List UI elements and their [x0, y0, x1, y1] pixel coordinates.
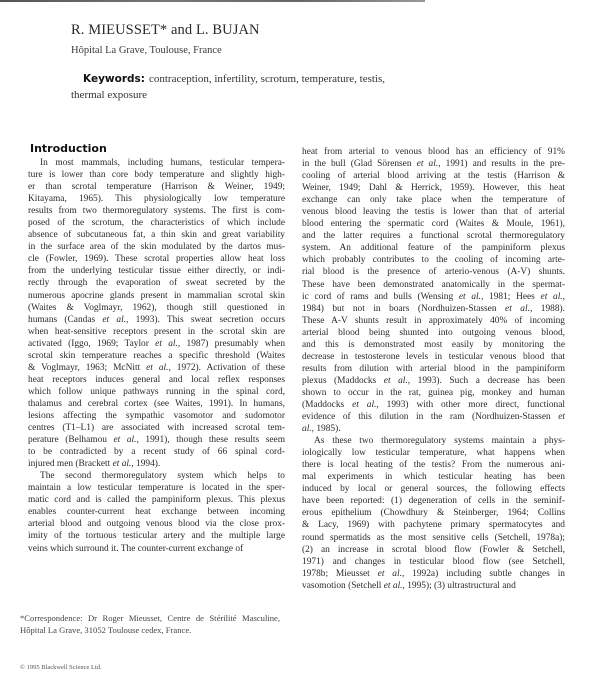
text-line: iologically low testicular temperature, what happens when	[302, 448, 565, 459]
text-line: round spermatids as the most sensitive cells (Setchell, 1978a);	[302, 532, 565, 543]
text-line: perature (Belhamou et al., 1991), though these results seem	[28, 435, 285, 446]
text-line: which follow unique pathways running in the spinal cord,	[28, 386, 285, 397]
text-line: when heat-sensitive receptors present in the scrotal skin are	[28, 326, 285, 337]
text-line: exchange can only take place when the temperature of	[302, 195, 565, 206]
text-line: decrease in testosterone levels in testicular venous blood that	[302, 351, 565, 362]
text-line: venous blood leaving the testis is lower than that of arterial	[302, 207, 565, 218]
paragraph	[302, 435, 565, 592]
section-title: Introduction	[30, 142, 107, 155]
affiliation: Hôpital La Grave, Toulouse, France	[71, 45, 222, 56]
text-line: results from two thermoregulatory systems. The first is com-	[28, 206, 285, 217]
authors: R. MIEUSSET* and L. BUJAN	[71, 22, 260, 38]
keywords	[71, 72, 411, 103]
text-line: there is local heating of the testis? From the numerous ani-	[302, 460, 565, 471]
text-line: rial blood is the presence of arterio-venous (A-V) shunts.	[302, 267, 565, 278]
text-line: and this is demonstrated most easily by monitoring the	[302, 339, 565, 350]
text-line: maintain a low testicular temperature is located in the sper-	[28, 483, 285, 494]
text-line: results from dilution with arterial blood in the pampiniform	[302, 363, 565, 374]
text-line: activated (Iggo, 1969; Taylor et al., 1987) presumably when	[28, 338, 286, 349]
copyright: © 1995 Blackwell Science Ltd.	[20, 664, 102, 671]
text-line: blood entering the spermatic cord (Waites & Moule, 1961),	[302, 219, 565, 230]
text-line: These have been demonstrated anatomically in the spermat-	[302, 279, 565, 290]
text-line: erous epithelium (Chowdhury & Steinberger, 1964; Collins	[302, 508, 565, 519]
text-line: 1971) and changes in testicular blood flow (see Setchell,	[302, 556, 565, 567]
text-line: veins which surround it. The counter-current exchange of	[28, 543, 244, 554]
text-line: ic cord of rams and bulls (Wensing et al., 1981; Hees et al.,	[302, 291, 565, 302]
text-line: centres (T1–L1) are associated with increased scrotal tem-	[28, 423, 285, 434]
text-line: system. An additional feature of the pampiniform plexus	[302, 243, 565, 254]
right-paragraphs	[302, 146, 565, 592]
keywords-label: Keywords:	[83, 73, 145, 85]
keywords-text: contraception, infertility, scrotum, temperature, testis, thermal exposure	[71, 73, 386, 101]
paragraph	[302, 146, 565, 435]
text-line: & Lacy, 1969) with pachytene primary spermatocytes and	[302, 520, 565, 531]
text-line: These A-V shunts result in approximately 40% of incoming	[302, 315, 565, 326]
text-line: (Maddocks et al., 1993) with other more direct, functional	[302, 399, 565, 410]
text-line: induced by local or general sources, the following effects	[302, 484, 565, 495]
text-line: al., 1985).	[302, 424, 341, 435]
text-line: 1984) but not in boars (Nordhuizen-Stassen et al., 1988).	[302, 303, 566, 314]
text-line: scrotal skin temperature reaches a specific threshold (Waites	[28, 350, 285, 361]
paragraph	[28, 157, 285, 470]
text-line: & Voglmayr, 1963; McNitt et al., 1972). Activation of these	[28, 362, 285, 373]
text-line: in the surface area of the skin modulated by the dartos mus-	[28, 242, 285, 253]
text-line: have been reported: (1) degeneration of cells in the seminif-	[302, 496, 565, 507]
text-line: enables counter-current heat exchange between incoming	[28, 507, 285, 518]
text-line: arterial blood being shunted into outgoing venous blood,	[302, 327, 565, 338]
left-paragraphs	[28, 157, 285, 555]
text-line: which probably contributes to the cooling of incoming arte-	[302, 255, 565, 266]
text-line: humans (Candas et al., 1993). This sweat secretion occurs	[28, 314, 285, 325]
right-column	[302, 146, 565, 592]
correspondence-footnote: *Correspondence: Dr Roger Mieusset, Centre de Stérilité Masculine, Hôpital La Grave, 31052 Toulouse cedex, France.	[20, 613, 280, 635]
text-line: heat from arterial to venous blood has an efficiency of 91%	[302, 147, 565, 157]
left-column	[28, 143, 285, 555]
text-line: from the underlying testicular tissue either directly, or indi-	[28, 266, 285, 277]
text-line: cle (Fowler, 1969). These scrotal properties allow heat loss	[28, 254, 285, 265]
text-line: Weiner, 1949; Dahl & Herrick, 1959). However, this heat	[302, 183, 565, 194]
text-line: posed of the scrotum, the characteristics of which include	[28, 218, 285, 229]
text-line: As these two thermoregulatory systems maintain a phys-	[314, 436, 565, 447]
text-line: er than scrotal temperature (Harrison & Weiner, 1949;	[28, 182, 285, 193]
text-line: cooling of arterial blood arriving at the testis (Harrison &	[302, 171, 565, 182]
text-line: injured men (Brackett et al., 1994).	[28, 459, 161, 470]
text-line: absence of subcutaneous fat, a thin skin and great variability	[28, 230, 285, 241]
text-line: numerous apocrine glands present in mammalian scrotal skin	[28, 290, 285, 301]
text-line: vasomotion (Setchell et al., 1995); (3) ultrastructural and	[302, 580, 516, 591]
text-line: plexus (Maddocks et al., 1993). Such a decrease has been	[302, 375, 566, 386]
text-line: to be contradicted by a recent study of 66 spinal cord-	[28, 447, 285, 458]
text-line: (Waites & Voglmayr, 1962), though still questioned in	[28, 302, 285, 313]
text-line: lesions affecting the sympathic vasomotor and sudomotor	[28, 410, 285, 421]
text-line: (2) an increase in scrotal blood flow (Fowler & Setchell,	[302, 544, 565, 555]
text-line: In most mammals, including humans, testicular tempera-	[40, 158, 285, 168]
text-line: Kitayama, 1965). This physiologically low temperature	[28, 194, 285, 205]
text-line: arterial blood and outgoing venous blood via the close prox-	[28, 519, 285, 530]
text-line: rectly through the evaporation of sweat secreted by the	[28, 278, 285, 289]
text-line: evidence of this dilution in the ram (Nordhuizen-Stassen et	[302, 412, 566, 423]
text-line: in the bull (Glad Sörensen et al., 1991) and results in the pre-	[302, 159, 565, 170]
text-line: 1978b; Mieusset et al., 1992a) including subtle changes in	[302, 568, 565, 579]
paragraph	[28, 470, 285, 554]
text-line: matic cord and is called the pampiniform plexus. This plexus	[28, 495, 285, 506]
top-rule	[0, 0, 425, 2]
text-line: thalamus and cerebral cortex (see Waites, 1991). In humans,	[28, 398, 285, 409]
text-line: and the latter requires a functional scrotal thermoregulatory	[302, 231, 565, 242]
text-line: The second thermoregulatory system which helps to	[40, 471, 285, 482]
text-line: heat receptors induces general and local reflex responses	[28, 374, 285, 385]
text-line: imity of the tortuous testicular artery and the multiple large	[28, 531, 285, 542]
text-line: mal experiments in which testicular heating has been	[302, 472, 565, 483]
text-line: shown to occur in the rat, guinea pig, monkey and human	[302, 387, 565, 398]
text-line: ture is lower than core body temperature and slightly high-	[28, 170, 285, 181]
